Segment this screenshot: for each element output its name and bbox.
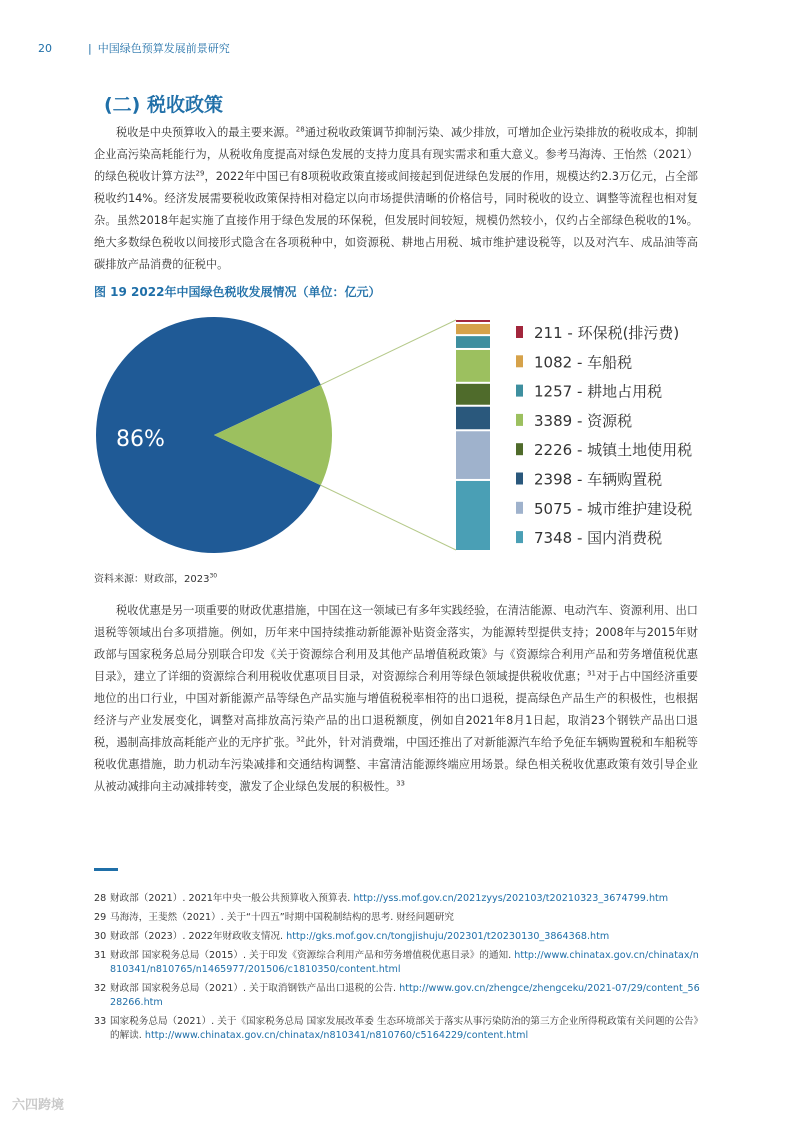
footnote-ref[interactable]: 28: [295, 125, 305, 134]
legend-label: 211 - 环保税(排污费): [534, 324, 680, 342]
footnote-ref[interactable]: 30: [209, 572, 218, 580]
footnote-number: 30: [94, 931, 107, 942]
paragraph-segment: 税收是中央预算收入的最主要来源。: [116, 126, 296, 139]
footnote-text: 财政部 国家税务总局（2021）. 关于取消钢铁产品出口退税的公告.: [110, 983, 400, 994]
pie-label-green-percent: 14%: [386, 441, 418, 457]
paragraph-tax-overview: [94, 122, 698, 276]
legend-label: 2226 - 城镇土地使用税: [534, 441, 693, 460]
legend-swatch: [516, 355, 523, 367]
footnote-text: 马海涛，王斐然（2021）. 关于“十四五”时期中国税制结构的思考. 财经问题研究: [110, 912, 454, 923]
document-title: 中国绿色预算发展前景研究: [97, 42, 230, 55]
connector-line-top: [321, 320, 456, 385]
paragraph-segment: 通过税收政策调节抑制污染、减少排放，可增加企业污染排放的税收成本，抑制企业高污染高耗能行为，从税收角度提高对绿色发展的支持力度具有现实需求和重大意义。参考马海涛、王怡然（2021）的绿色税收计算方法: [94, 126, 698, 183]
footnote-divider: [94, 868, 118, 871]
footnote-text: 财政部（2023）. 2022年财政收支情况.: [110, 931, 287, 942]
paragraph-segment: 对于占中国经济重要地位的出口行业，中国对新能源产品等绿色产品实施与增值税税率相符的出口退税，提高绿色产品生产的积极性，也根据经济与产业发展变化，调整对高排放高污染产品的出口退税额度，例如自2021年8月1日起，取消23个钢铁产品出口退税，遏制高排放高耗能产业的无序扩张。: [94, 670, 698, 749]
legend-swatch: [516, 531, 523, 543]
page-header: [38, 40, 230, 56]
legend-swatch: [516, 443, 523, 455]
footnote-number: 33: [94, 1016, 107, 1027]
stacked-bar-segment: [456, 407, 490, 430]
watermark: 六四跨境: [12, 1098, 65, 1113]
footnote-ref[interactable]: 33: [396, 779, 405, 788]
legend-swatch: [516, 502, 523, 514]
connector-line-bottom: [321, 485, 456, 550]
legend-label: 1257 - 耕地占用税: [534, 382, 663, 401]
page-number: 20: [38, 42, 52, 55]
figure-source: [94, 570, 217, 585]
stacked-bar-segment: [456, 384, 490, 405]
stacked-bar-segment: [456, 336, 490, 348]
footnote-item: [94, 1015, 704, 1043]
footnote-number: 32: [94, 983, 107, 994]
section-title: (二) 税收政策: [104, 94, 223, 116]
footnote-link[interactable]: http://yss.mof.gov.cn/2021zyys/202103/t20210323_3674799.htm: [353, 893, 669, 904]
stacked-bar-segment: [456, 481, 490, 550]
header-separator: |: [88, 42, 92, 55]
paragraph-text: [94, 122, 698, 276]
footnote-ref[interactable]: 31: [587, 669, 596, 678]
footnote-text: 财政部（2021）. 2021年中央一般公共预算收入预算表.: [110, 893, 354, 904]
footnote-link[interactable]: http://www.gov.cn/zhengce/zhengceku/2021-07/29/content_5628266.htm: [110, 983, 700, 1008]
figure-title: 图 19 2022年中国绿色税收发展情况（单位：亿元）: [94, 285, 381, 299]
stacked-bar-segment: [456, 431, 490, 479]
paragraph-segment: ，2022年中国已有8项税收政策直接或间接起到促进绿色发展的作用，规模达约2.3万亿元，占全部税收约14%。经济发展需要税收政策保持相对稳定以向市场提供清晰的价格信号，同时税收的设立、调整等流程也相对复杂。虽然2018年起实施了直接作用于绿色发展的环保税，但发展时间较短，规模仍然较小，仅约占全部绿色税收的1%。绝大多数绿色税收以间接形式隐含在各项税种中，如资源税、耕地占用税、城市维护建设税等，以及对汽车、成品油等高碳排放产品消费的征税中。: [94, 170, 698, 271]
footnote-item: [94, 930, 704, 944]
footnote-ref[interactable]: 29: [195, 169, 205, 178]
footnote-item: [94, 982, 704, 1010]
stacked-bar-segment: [456, 350, 490, 382]
green-tax-chart: [94, 310, 704, 560]
legend-swatch: [516, 414, 523, 426]
footnote-number: 31: [94, 950, 107, 961]
legend-label: 5075 - 城市维护建设税: [534, 499, 693, 518]
footnote-item: [94, 949, 704, 977]
footnote-link[interactable]: http://gks.mof.gov.cn/tongjishuju/202301/t20230130_3864368.htm: [286, 931, 610, 942]
footnote-item: [94, 911, 704, 925]
paragraph-segment: 此外，针对消费端，中国还推出了对新能源汽车给予免征车辆购置税和车船税等税收优惠措施，助力机动车污染减排和交通结构调整、丰富清洁能源终端应用场景。绿色相关税收优惠政策有效引导企业从被动减排向主动减排转变，激发了企业绿色发展的积极性。: [94, 736, 698, 793]
footnote-link[interactable]: http://www.chinatax.gov.cn/chinatax/n810341/n810760/c5164229/content.html: [144, 1030, 529, 1041]
pie-label-other: 86%: [116, 427, 165, 452]
legend-swatch: [516, 473, 523, 485]
footnote-ref[interactable]: 32: [296, 735, 306, 744]
footnote-link[interactable]: http://www.chinatax.gov.cn/chinatax/n810341/n810765/n1465977/201506/c1810350/content.html: [110, 950, 699, 975]
stacked-bar-segment: [456, 320, 490, 322]
footnote-text: 财政部 国家税务总局（2015）. 关于印发《资源综合利用产品和劳务增值税优惠目录》的通知.: [110, 950, 515, 961]
paragraph-text: [94, 600, 698, 798]
legend-swatch: [516, 326, 523, 338]
footnotes: [94, 892, 704, 1048]
pie-label-green-tax: 绿色税收: [348, 419, 410, 437]
footnote-item: [94, 892, 704, 906]
paragraph-segment: 税收优惠是另一项重要的财政优惠措施，中国在这一领域已有多年实践经验，在清洁能源、电动汽车、资源利用、出口退税等领域出台多项措施。例如，历年来中国持续推动新能源补贴资金落实，为能源转型提供支持；2008年与2015年财政部与国家税务总局分别联合印发《关于资源综合利用及其他产品增值税政策》与《资源综合利用产品和劳务增值税优惠目录》，建立了详细的资源综合利用税收优惠项目目录，对资源综合利用等绿色领域提供税收优惠；: [94, 604, 698, 683]
footnote-number: 29: [94, 912, 107, 923]
legend-label: 3389 - 资源税: [534, 411, 633, 430]
legend-label: 7348 - 国内消费税: [534, 529, 663, 548]
footnote-number: 28: [94, 893, 107, 904]
legend-swatch: [516, 385, 523, 397]
source-text: 资料来源：财政部，2023: [94, 574, 210, 585]
paragraph-tax-incentives: [94, 600, 698, 798]
footnote-text: 国家税务总局（2021）. 关于《国家税务总局 国家发展改革委 生态环境部关于落实从事污染防治的第三方企业所得税政策有关问题的公告》的解读.: [110, 1016, 704, 1041]
stacked-bar-segment: [456, 324, 490, 334]
legend-label: 1082 - 车船税: [534, 353, 633, 372]
legend-label: 2398 - 车辆购置税: [534, 470, 663, 489]
